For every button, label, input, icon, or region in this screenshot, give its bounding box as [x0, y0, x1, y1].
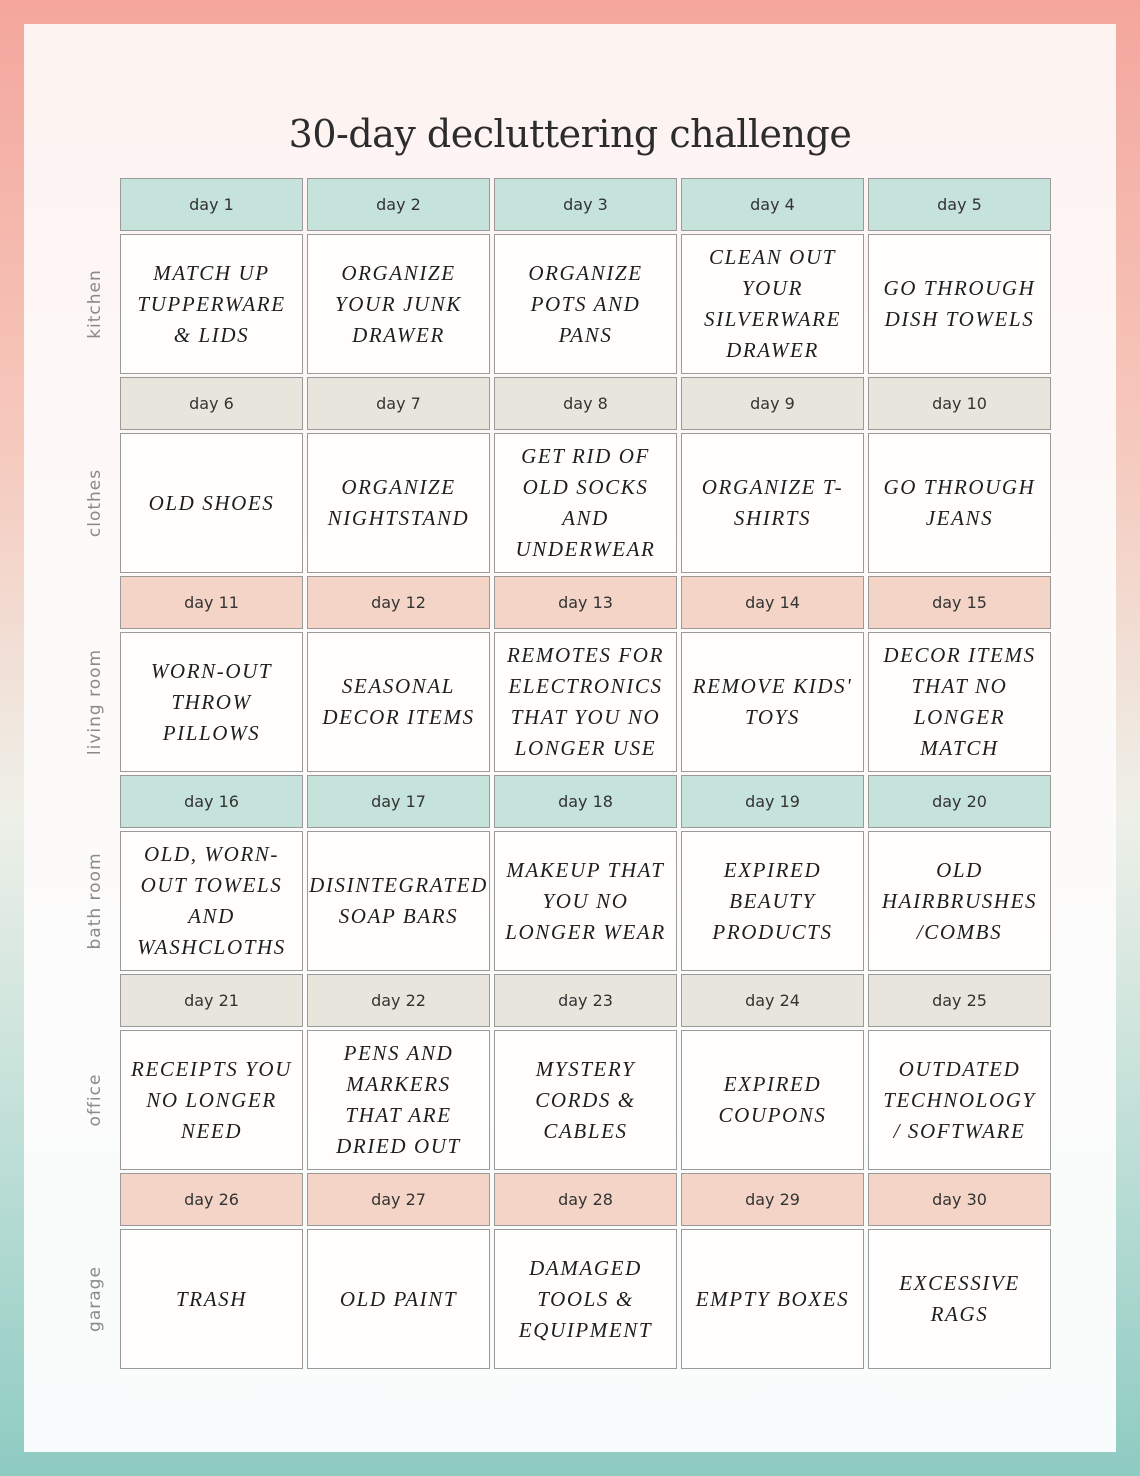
day-header: day 26	[120, 1173, 303, 1226]
task-cell: ORGANIZE POTS AND PANS	[494, 234, 677, 374]
task-cell: OLD SHOES	[120, 433, 303, 573]
task-cell: EXCESSIVE RAGS	[868, 1229, 1051, 1369]
day-header: day 10	[868, 377, 1051, 430]
category-text: bath room	[85, 852, 105, 950]
day-row	[120, 775, 1055, 828]
task-cell: EMPTY BOXES	[681, 1229, 864, 1369]
day-header: day 24	[681, 974, 864, 1027]
task-cell: TRASH	[120, 1229, 303, 1369]
section-garage	[85, 1173, 1055, 1372]
task-cell: DECOR ITEMS THAT NO LONGER MATCH	[868, 632, 1051, 772]
day-header: day 5	[868, 178, 1051, 231]
day-header: day 9	[681, 377, 864, 430]
day-row	[120, 178, 1055, 231]
day-header: day 29	[681, 1173, 864, 1226]
day-row	[120, 377, 1055, 430]
task-cell: GO THROUGH JEANS	[868, 433, 1051, 573]
task-row	[120, 632, 1055, 772]
task-cell: RECEIPTS YOU NO LONGER NEED	[120, 1030, 303, 1170]
page-title: 30-day decluttering challenge	[288, 112, 852, 156]
day-header: day 25	[868, 974, 1051, 1027]
section-office	[85, 974, 1055, 1173]
section-bath-room	[85, 775, 1055, 974]
day-header: day 23	[494, 974, 677, 1027]
task-cell: ORGANIZE T-SHIRTS	[681, 433, 864, 573]
task-cell: EXPIRED BEAUTY PRODUCTS	[681, 831, 864, 971]
task-cell: OLD PAINT	[307, 1229, 490, 1369]
category-text: garage	[85, 1266, 105, 1332]
task-cell: PENS AND MARKERS THAT ARE DRIED OUT	[307, 1030, 490, 1170]
day-header: day 12	[307, 576, 490, 629]
task-cell: EXPIRED COUPONS	[681, 1030, 864, 1170]
day-header: day 4	[681, 178, 864, 231]
task-row	[120, 433, 1055, 573]
category-text: office	[85, 1073, 105, 1127]
task-cell: DAMAGED TOOLS & EQUIPMENT	[494, 1229, 677, 1369]
day-header: day 28	[494, 1173, 677, 1226]
day-header: day 30	[868, 1173, 1051, 1226]
task-cell: MYSTERY CORDS & CABLES	[494, 1030, 677, 1170]
day-header: day 20	[868, 775, 1051, 828]
category-label	[80, 433, 110, 573]
category-text: kitchen	[85, 269, 105, 339]
task-cell: GET RID OF OLD SOCKS AND UNDERWEAR	[494, 433, 677, 573]
task-cell: GO THROUGH DISH TOWELS	[868, 234, 1051, 374]
task-row	[120, 1229, 1055, 1369]
category-text: living room	[85, 648, 105, 756]
section-kitchen	[85, 178, 1055, 377]
challenge-grid	[85, 178, 1055, 1372]
task-cell: DISINTEGRATED SOAP BARS	[307, 831, 490, 971]
day-header: day 1	[120, 178, 303, 231]
day-header: day 3	[494, 178, 677, 231]
task-row	[120, 1030, 1055, 1170]
task-cell: SEASONAL DECOR ITEMS	[307, 632, 490, 772]
day-header: day 11	[120, 576, 303, 629]
section-living-room	[85, 576, 1055, 775]
task-row	[120, 831, 1055, 971]
day-header: day 18	[494, 775, 677, 828]
task-cell: WORN-OUT THROW PILLOWS	[120, 632, 303, 772]
day-header: day 22	[307, 974, 490, 1027]
task-cell: REMOTES FOR ELECTRONICS THAT YOU NO LONGER USE	[494, 632, 677, 772]
day-row	[120, 1173, 1055, 1226]
section-clothes	[85, 377, 1055, 576]
task-cell: MAKEUP THAT YOU NO LONGER WEAR	[494, 831, 677, 971]
category-label	[80, 234, 110, 374]
category-label	[80, 1229, 110, 1369]
category-label	[80, 1030, 110, 1170]
task-cell: MATCH UP TUPPERWARE & LIDS	[120, 234, 303, 374]
task-cell: OLD HAIRBRUSHES /COMBS	[868, 831, 1051, 971]
day-header: day 6	[120, 377, 303, 430]
category-label	[80, 831, 110, 971]
category-label	[80, 632, 110, 772]
day-header: day 16	[120, 775, 303, 828]
task-cell: CLEAN OUT YOUR SILVERWARE DRAWER	[681, 234, 864, 374]
day-header: day 8	[494, 377, 677, 430]
day-header: day 15	[868, 576, 1051, 629]
day-row	[120, 974, 1055, 1027]
day-header: day 27	[307, 1173, 490, 1226]
day-header: day 19	[681, 775, 864, 828]
task-cell: OLD, WORN-OUT TOWELS AND WASHCLOTHS	[120, 831, 303, 971]
challenge-sheet	[24, 24, 1116, 1452]
task-cell: ORGANIZE NIGHTSTAND	[307, 433, 490, 573]
task-cell: ORGANIZE YOUR JUNK DRAWER	[307, 234, 490, 374]
task-row	[120, 234, 1055, 374]
category-text: clothes	[85, 468, 105, 538]
day-header: day 14	[681, 576, 864, 629]
day-row	[120, 576, 1055, 629]
task-cell: OUTDATED TECHNOLOGY / SOFTWARE	[868, 1030, 1051, 1170]
day-header: day 21	[120, 974, 303, 1027]
task-cell: REMOVE KIDS' TOYS	[681, 632, 864, 772]
day-header: day 7	[307, 377, 490, 430]
day-header: day 2	[307, 178, 490, 231]
day-header: day 17	[307, 775, 490, 828]
day-header: day 13	[494, 576, 677, 629]
